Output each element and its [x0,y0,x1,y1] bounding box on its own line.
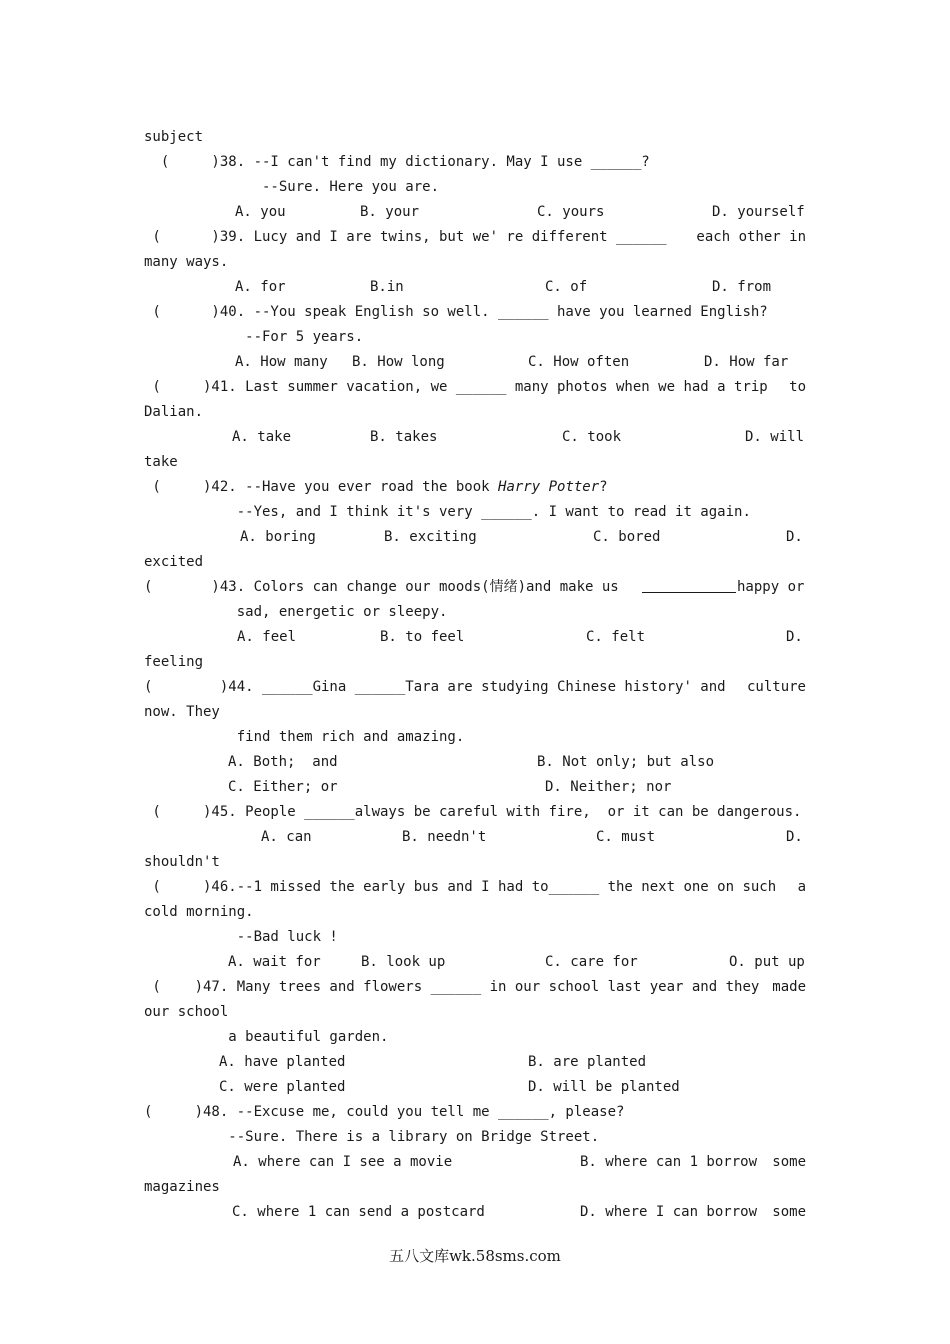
text-line: --Sure. Here you are. [144,179,440,195]
question-41: ( )41. Last summer vacation, we ______ many photos when we had a trip to [144,379,806,395]
option-c: C. must [596,829,656,845]
option-b: B. takes [370,429,438,445]
text-line: cold morning. [144,904,254,920]
option-a: A. feel [237,629,297,645]
page-footer-watermark: 五八文库wk.58sms.com [389,1247,561,1265]
option-c: C. were planted [219,1079,346,1095]
option-a: A. where can I see a movie [233,1154,453,1170]
option-a: A. How many [235,354,328,370]
option-d: D. Neither; nor [545,779,672,795]
text-line: --Bad luck ! [144,929,338,945]
option-d: D. where I can borrow some [580,1204,806,1220]
text-line: a beautiful garden. [144,1029,389,1045]
option-a: A. take [232,429,292,445]
option-d: D. from [712,279,772,295]
option-a: A. Both; and [228,754,338,770]
text-line: --Sure. There is a library on Bridge Street. [144,1129,600,1145]
option-c: C. yours [537,204,605,220]
option-c: C. where 1 can send a postcard [232,1204,485,1220]
text-line: many ways. [144,254,229,270]
option-b: B. where can 1 borrow some [580,1154,806,1170]
option-b: B. look up [361,954,446,970]
question-44: ( )44. ______Gina ______Tara are studying Chinese history' and culture [144,679,806,695]
option-b: B. needn't [402,829,487,845]
question-46: ( )46.--1 missed the early bus and I had to______ the next one on such a [144,879,806,895]
option-a: A. you [235,204,286,220]
option-c: C. care for [545,954,638,970]
question-42: ( )42. --Have you ever road the book Harry Potter? [144,479,608,495]
option-d: D. [786,829,803,845]
option-c: C. bored [593,529,661,545]
text-line: excited [144,554,204,570]
option-d: D. [786,529,803,545]
option-a: A. have planted [219,1054,346,1070]
text-line: --Yes, and I think it's very ______. I want to read it again. [144,504,751,520]
option-c: C. of [545,279,588,295]
question-40: ( )40. --You speak English so well. ______ have you learned English? [144,304,768,320]
text-line: magazines [144,1179,220,1195]
option-d: D. How far [704,354,789,370]
option-c: C. Either; or [228,779,338,795]
text-line: now. They [144,704,220,720]
option-c: C. took [562,429,622,445]
text-line: take [144,454,178,470]
text-line: Dalian. [144,404,204,420]
option-b: B. Not only; but also [537,754,715,770]
text-line: sad, energetic or sleepy. [144,604,448,620]
answer-blank [642,592,736,593]
text-line: happy or [737,579,805,595]
question-43: ( )43. Colors can change our moods(情绪)and make us [144,579,628,595]
option-b: B. How long [352,354,445,370]
option-b: B.in [370,279,404,295]
option-b: B. are planted [528,1054,647,1070]
option-b: B. your [360,204,420,220]
question-45: ( )45. People ______always be careful with fire, or it can be dangerous. [144,804,802,820]
option-c: C. How often [528,354,630,370]
text-line: find them rich and amazing. [144,729,465,745]
question-48: ( )48. --Excuse me, could you tell me ______, please? [144,1104,625,1120]
text-line: subject [144,129,204,145]
option-d: D. will [745,429,805,445]
option-a: A. wait for [228,954,321,970]
option-b: B. exciting [384,529,477,545]
option-d: D. yourself [712,204,805,220]
option-a: A. boring [240,529,316,545]
option-d: D. will be planted [528,1079,680,1095]
option-d: O. put up [729,954,805,970]
option-c: C. felt [586,629,646,645]
option-d: D. [786,629,803,645]
text-line: shouldn't [144,854,220,870]
question-39: ( )39. Lucy and I are twins, but we' re different ______ each other in [144,229,806,245]
text-line: feeling [144,654,204,670]
option-b: B. to feel [380,629,465,645]
option-a: A. for [235,279,286,295]
text-line: --For 5 years. [144,329,364,345]
book-title: Harry Potter [498,479,600,495]
option-a: A. can [261,829,312,845]
question-38: ( )38. --I can't find my dictionary. May I use ______? [144,154,650,170]
text-line: our school [144,1004,229,1020]
question-47: ( )47. Many trees and flowers ______ in our school last year and they made [144,979,806,995]
